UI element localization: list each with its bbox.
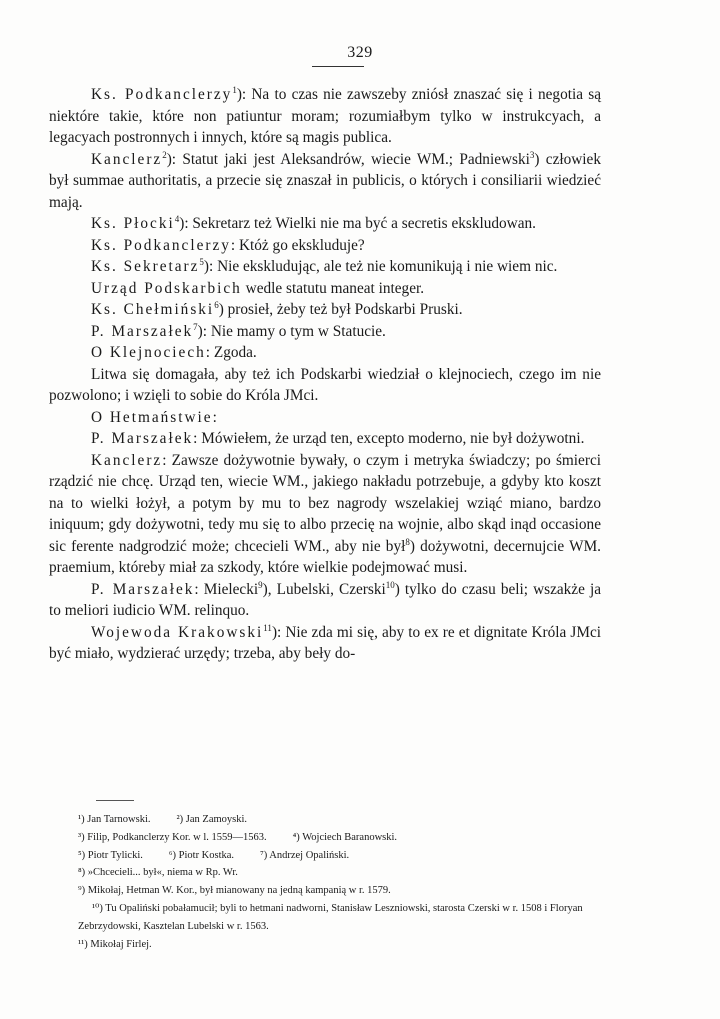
paragraph	[49, 321, 601, 343]
paragraph-text: ) dożywotni, decernujcie WM. praemium, któreby miał za szkody, które wielkie podejmować musi.	[49, 537, 601, 576]
paragraph-text: wedle statutu maneat integer.	[241, 279, 425, 297]
paragraph-text: ) prosieł, żeby też był Podskarbi Pruski.	[218, 301, 463, 318]
footnote-ref: 4	[174, 214, 180, 224]
footnote-ref: 7	[193, 321, 198, 332]
speaker-name: Urząd Podskarbich	[91, 279, 242, 297]
footnote-ref: 10	[385, 579, 395, 590]
paragraph-text: ) człowiek był summae authoritatis, a przecie się znaszał in publicis, o których i consiliarii wiedzieć mają.	[49, 150, 601, 211]
paragraph-text: Litwa się domagała, aby też ich Podskarbi wiedział o klejnociech, czego im nie pozwolono; i wzięli to sobie do Króla JMci.	[49, 365, 601, 404]
paragraph	[49, 213, 601, 235]
footnote: ¹¹) Mikołaj Firlej.	[78, 938, 152, 950]
speaker-name: Ks. Płocki	[91, 215, 175, 232]
paragraph	[49, 364, 601, 407]
speaker-name: Kanclerz	[91, 451, 163, 469]
footnote-ref: 1	[232, 85, 237, 95]
footnote: ⁵) Piotr Tylicki.	[78, 849, 143, 861]
footnote: ⁴) Wojciech Baranowski.	[292, 831, 398, 843]
footnote-ref: 9	[258, 579, 263, 590]
footnote: ³) Filip, Podkanclerzy Kor. w l. 1559—1563.	[78, 831, 267, 843]
paragraph-text: : Zgoda.	[205, 344, 257, 361]
paragraph	[49, 450, 601, 579]
speaker-name: Ks. Sekretarz	[91, 258, 200, 275]
paragraph-text: ): Sekretarz też Wielki nie ma być a secretis ekskludowan.	[179, 215, 536, 232]
speaker-name: P. Marszałek	[91, 430, 194, 447]
paragraph-text: : Mówiełem, że urząd ten, excepto moderno, nie był dożywotni.	[193, 430, 585, 447]
paragraph	[49, 278, 601, 300]
paragraph-text: ): Nie zda mi się, aby to ex re et dignitate Króla JMci być miało, wydzierać urzędy; trzeba, aby beły do-	[49, 623, 602, 662]
footnote: ⁶) Piotr Kostka.	[168, 849, 235, 861]
footnote-line	[64, 900, 608, 936]
footnote-line	[78, 811, 608, 829]
paragraph	[49, 622, 601, 665]
paragraph-text: ): Nie ekskludując, ale też nie komunikują i nie wiem nic.	[203, 258, 558, 275]
speaker-name: P. Marszałek	[91, 580, 195, 598]
page-number-underline	[312, 66, 364, 67]
paragraph	[49, 149, 601, 214]
paragraph-text: ), Lubelski, Czerski	[262, 580, 386, 598]
speaker-name: Ks. Podkanclerzy	[91, 86, 233, 103]
footnote-separator	[96, 800, 134, 801]
speaker-name: P. Marszałek	[91, 322, 194, 340]
footnote-line	[78, 847, 608, 865]
footnote-ref: 3	[529, 149, 535, 160]
footnotes	[78, 811, 608, 953]
speaker-name: O Hetmaństwie	[91, 408, 213, 426]
page-number: 329	[347, 44, 373, 61]
footnote: ⁷) Andrzej Opaliński.	[260, 849, 350, 861]
paragraph-text: ) tylko do czasu beli; wszakże ja to meliori iudicio WM. relinquo.	[49, 580, 601, 619]
footnote-ref: 6	[214, 300, 219, 310]
paragraph	[49, 84, 601, 149]
paragraph-text: :	[212, 408, 217, 426]
paragraph	[49, 407, 601, 429]
paragraph-text: ): Statut jaki jest Aleksandrów, wiecie WM.; Padniewski	[166, 150, 530, 168]
paragraph	[49, 342, 601, 364]
paragraph-text: : Zawsze dożywotnie bywały, o czym i metryka świadczy; po śmierci rządzić nie chcę. Urząd ten, wiecie WM., jakiego nakładu potrzebuje, a gdyby kto koszt na to wielki łożył, a potym by mu to bez nagrody wszelakiej wziąć miano, bardzo iniquum; gdy dożywotni, tedy mu się to albo przecię na wojnie, albo skąd inąd occasione sic ferente nadgrodzić może; chcecieli WM., aby nie był	[49, 451, 601, 555]
footnote: ²) Jan Zamoyski.	[176, 814, 248, 825]
footnote: ¹⁰) Tu Opaliński pobałamucił; byli to hetmani nadworni, Stanisław Leszniowski, starosta Czerski w r. 1508 i Floryan Zebrzydowski, Kasztelan Lubelski w r. 1563.	[78, 902, 583, 932]
paragraph-text: : Któż go ekskluduje?	[230, 236, 365, 254]
paragraph-text: ): Nie mamy o tym w Statucie.	[197, 322, 386, 340]
footnote-ref: 2	[162, 149, 167, 160]
paragraph	[49, 235, 601, 257]
paragraph	[49, 256, 601, 278]
footnote-line	[78, 936, 608, 954]
paragraph	[49, 428, 601, 450]
speaker-name: Ks. Chełmiński	[91, 301, 215, 318]
footnote-ref: 11	[263, 622, 272, 633]
speaker-name: Kanclerz	[91, 150, 163, 168]
footnote: ⁹) Mikołaj, Hetman W. Kor., był mianowany na jedną kampanią w r. 1579.	[78, 885, 391, 897]
footnote: ¹) Jan Tarnowski.	[78, 814, 151, 825]
paragraph-text: : Mielecki	[194, 580, 259, 598]
speaker-name: O Klejnociech	[91, 344, 206, 361]
paragraph	[49, 579, 601, 622]
footnote-line	[78, 829, 608, 847]
paragraph-text: ): Na to czas nie zawszeby zniósł znaszać się i negotia są niektóre takie, które non patiuntur moram; rozumiałbym tylko w instrukcyach, a legacyach postronnych i innych, które są magis publica.	[49, 86, 601, 146]
footnote-ref: 5	[199, 257, 204, 267]
speaker-name: Ks. Podkanclerzy	[91, 236, 231, 254]
paragraph	[49, 299, 601, 321]
footnote: ⁸) »Chcecieli... był«, niema w Rp. Wr.	[78, 867, 238, 879]
footnote-line	[78, 882, 608, 900]
footnote-ref: 8	[405, 536, 410, 547]
footnote-line	[78, 864, 608, 882]
speaker-name: Wojewoda Krakowski	[91, 623, 264, 641]
main-text	[49, 84, 601, 665]
